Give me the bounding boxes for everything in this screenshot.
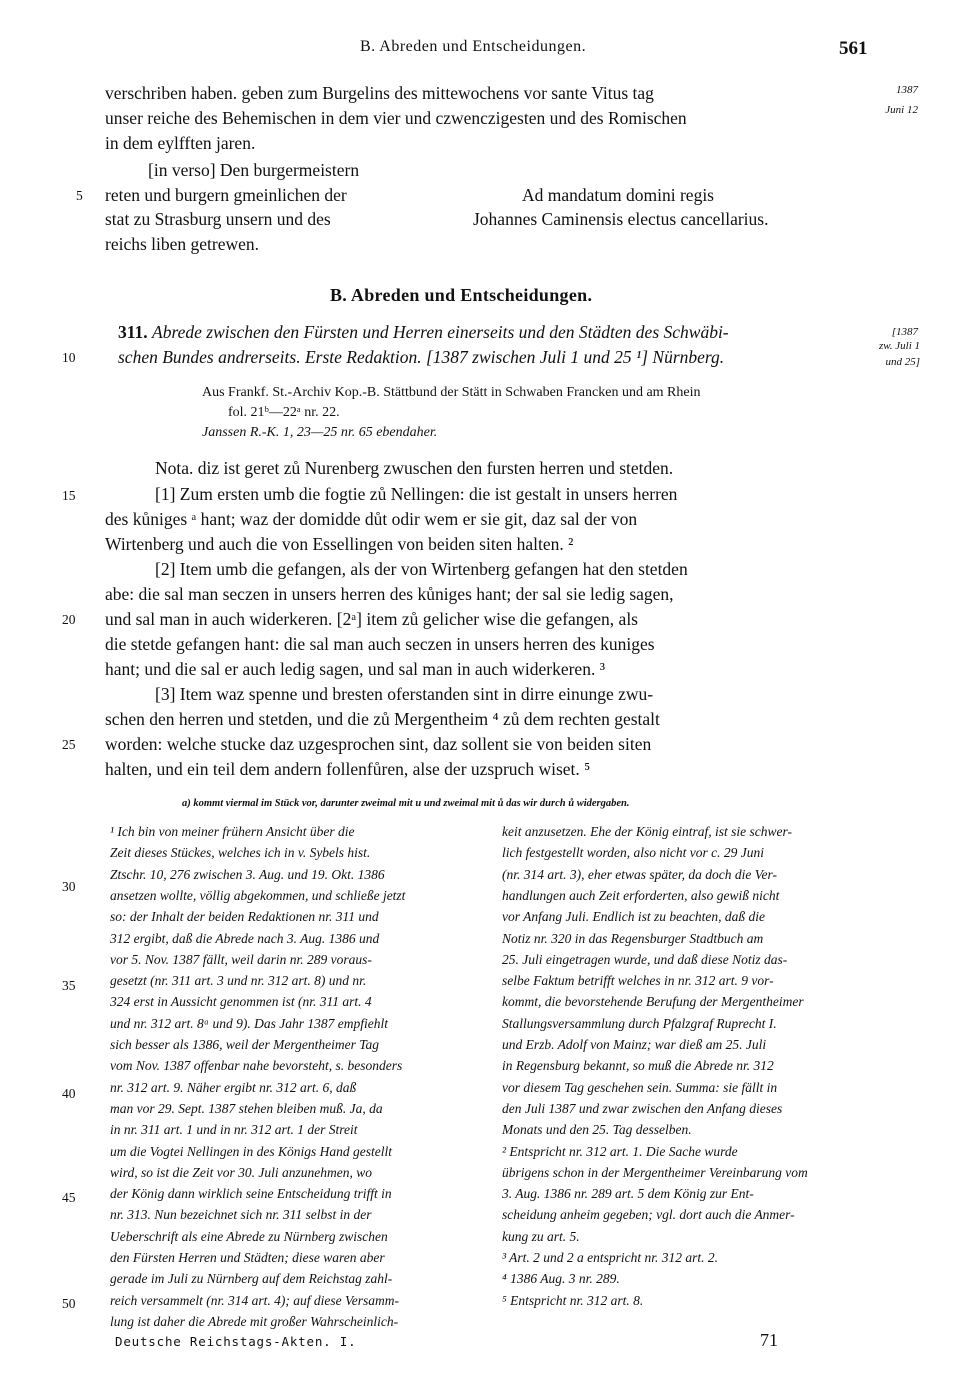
footnote-line: gerade im Juli zu Nürnberg auf dem Reichstag zahl-	[110, 1271, 393, 1287]
footnote-line: Ueberschrift als eine Abrede zu Nürnberg zwischen	[110, 1228, 388, 1244]
line-number: 50	[62, 1296, 76, 1311]
footnote-line: Stallungsversammlung durch Pfalzgraf Ruprecht I.	[502, 1015, 777, 1031]
footnote-line: übrigens schon in der Mergentheimer Vereinbarung vom	[502, 1164, 808, 1180]
prev-doc-address-line: [in verso] Den burgermeistern	[148, 160, 360, 180]
prev-doc-line: verschriben haben. geben zum Burgelins des mittewochens vor sante Vitus tag	[105, 83, 654, 103]
running-title: B. Abreden und Entscheidungen.	[360, 38, 587, 55]
prev-doc-line: unser reiche des Behemischen in dem vier und czwenczigesten und des Romischen	[105, 108, 687, 128]
line-number: 40	[62, 1086, 76, 1101]
line-number: 35	[62, 978, 76, 993]
margin-date: zw. Juli 1	[878, 340, 920, 352]
footnote-line: so: der Inhalt der beiden Redaktionen nr. 311 und	[110, 909, 379, 925]
footnote-line: den Fürsten Herren und Städten; diese waren aber	[110, 1250, 385, 1265]
footnote-line: man vor 29. Sept. 1387 stehen bleiben muß. Ja, da	[110, 1100, 383, 1116]
line-number: 15	[62, 488, 76, 503]
footnote-line: der König dann wirklich seine Entscheidung trifft in	[110, 1186, 392, 1202]
text-line: die stetde gefangen hant: die sal man auch seczen in unsers herren des kuniges	[105, 634, 655, 654]
footnote-line: ⁵ Entspricht nr. 312 art. 8.	[502, 1292, 644, 1308]
text-line: [1] Zum ersten umb die fogtie zů Nellingen: die ist gestalt in unsers herren	[155, 484, 678, 504]
line-number: 20	[62, 612, 76, 627]
text-line: halten, und ein teil dem andern follenfůren, alse der uzspruch wiset. ⁵	[105, 759, 591, 779]
textual-footnote: a) kommt viermal im Stück vor, darunter zweimal mit u und zweimal mit ů das wir durch ů widergaben.	[182, 798, 630, 809]
margin-date: und 25]	[885, 356, 920, 368]
footnote-line: (nr. 314 art. 3), eher etwas später, da doch die Ver-	[502, 866, 777, 882]
doc-title-line	[118, 322, 729, 343]
footnote-line: vor 5. Nov. 1387 fällt, weil darin nr. 289 voraus-	[110, 951, 372, 967]
signature-line: Deutsche Reichstags-Akten. I.	[115, 1334, 357, 1349]
text-line: schen den herren und stetden, und die zů Mergentheim ⁴ zů dem rechten gestalt	[105, 709, 660, 729]
footnote-line: selbe Faktum betrifft welches in nr. 312 art. 9 vor-	[502, 973, 774, 989]
footnote-line: wird, so ist die Zeit vor 30. Juli anzunehmen, wo	[110, 1164, 372, 1180]
footnote-line: scheidung anheim gegeben; vgl. dort auch die Anmer-	[502, 1207, 795, 1223]
footnote-line: handlungen auch Zeit erforderten, also gewiß nicht	[502, 887, 780, 903]
prev-doc-address-line: reten und burgern gmeinlichen der	[105, 185, 347, 205]
footnote-line: in Regensburg bekannt, so muß die Abrede nr. 312	[502, 1058, 774, 1074]
footnote-line: nr. 312 art. 9. Näher ergibt nr. 312 art. 6, daß	[110, 1079, 357, 1095]
footnote-line: den Juli 1387 und zwar zwischen den Anfang dieses	[502, 1100, 783, 1116]
line-number: 5	[76, 188, 83, 203]
footnote-line: 3. Aug. 1386 nr. 289 art. 5 dem König zur Ent-	[502, 1186, 754, 1202]
footnote-line: um die Vogtei Nellingen in des Königs Hand gestellt	[110, 1143, 392, 1159]
page-number: 561	[839, 38, 868, 59]
footnote-line: vor diesem Tag geschehen sein. Summa: sie fällt in	[502, 1079, 778, 1095]
footnote-line: reich versammelt (nr. 314 art. 4); auf diese Versamm-	[110, 1292, 399, 1308]
text-line: des kůniges ᵃ hant; waz der domidde důt odir wem er sie git, daz sal der von	[105, 509, 638, 529]
line-number: 30	[62, 879, 76, 894]
doc-title-line: schen Bundes andrerseits. Erste Redaktion. [1387 zwischen Juli 1 und 25 ¹] Nürnberg.	[118, 347, 725, 367]
footnote-line: 324 erst in Aussicht genommen ist (nr. 311 art. 4	[110, 994, 372, 1010]
text-line: abe: die sal man seczen in unsers herren des kůniges hant; der sal sie ledig sagen,	[105, 584, 674, 604]
text-line: Nota. diz ist geret zů Nurenberg zwuschen den fursten herren und stetden.	[155, 458, 674, 478]
footnote-line: Zeit dieses Stückes, welches ich in v. Sybels hist.	[110, 845, 371, 861]
footnote-line: ³ Art. 2 und 2 a entspricht nr. 312 art. 2.	[502, 1250, 719, 1265]
footnote-line: kommt, die bevorstehende Berufung der Mergentheimer	[502, 994, 804, 1010]
footnote-line: ansetzen wollte, völlig abgekommen, und schließe jetzt	[110, 887, 406, 903]
line-number: 10	[62, 350, 76, 365]
text-line: Wirtenberg und auch die von Essellingen von beiden siten halten. ²	[105, 534, 574, 554]
footnote-line: vor Anfang Juli. Endlich ist zu beachten, daß die	[502, 909, 765, 925]
prev-doc-address-line: stat zu Strasburg unsern und des	[105, 209, 331, 229]
footnote-line: ² Entspricht nr. 312 art. 1. Die Sache wurde	[502, 1143, 738, 1159]
source-note: fol. 21ᵇ—22ᵃ nr. 22.	[228, 405, 340, 420]
margin-date: Juni 12	[885, 104, 918, 116]
footnote-line: vom Nov. 1387 offenbar nahe bevorsteht, s. besonders	[110, 1058, 403, 1074]
doc-title-part: Abrede zwischen den Fürsten und Herren einerseits und den Städten des Schwäbi-	[152, 322, 729, 342]
footnote-line: Monats und den 25. Tag desselben.	[502, 1122, 692, 1138]
doc-number: 311.	[118, 322, 148, 342]
footnote-line: lich festgestellt worden, also nicht vor c. 29 Juni	[502, 845, 764, 861]
footnote-line: kung zu art. 5.	[502, 1228, 580, 1244]
section-heading: B. Abreden und Entscheidungen.	[330, 285, 593, 305]
text-line: [2] Item umb die gefangen, als der von Wirtenberg gefangen hat den stetden	[155, 559, 688, 579]
prev-doc-line: in dem eylfften jaren.	[105, 133, 256, 153]
footnote-line: 312 ergibt, daß die Abrede nach 3. Aug. 1386 und	[110, 930, 380, 946]
source-note: Janssen R.-K. 1, 23—25 nr. 65 ebendaher.	[202, 425, 438, 440]
footnote-line: gesetzt (nr. 311 art. 3 und nr. 312 art. 8) und nr.	[110, 973, 367, 989]
sheet-number: 71	[760, 1330, 778, 1350]
text-line: hant; und die sal er auch ledig sagen, und sal man in auch widerkeren. ³	[105, 659, 605, 679]
footnote-line: Notiz nr. 320 in das Regensburger Stadtbuch am	[502, 930, 764, 946]
line-number: 25	[62, 737, 76, 752]
line-number: 45	[62, 1190, 76, 1205]
source-note: Aus Frankf. St.-Archiv Kop.-B. Stättbund der Stätt in Schwaben Francken und am Rhein	[202, 385, 701, 400]
text-line: worden: welche stucke daz uzgesprochen sint, daz sollent sie von beiden siten	[105, 734, 652, 754]
chancery-note: Johannes Caminensis electus cancellarius.	[473, 209, 769, 229]
footnote-line: sich besser als 1386, weil der Mergentheimer Tag	[110, 1037, 379, 1052]
footnote-line: und Erzb. Adolf von Mainz; war dieß am 25. Juli	[502, 1037, 767, 1052]
footnote-line: lung ist daher die Abrede mit großer Wahrscheinlich-	[110, 1313, 399, 1329]
margin-date: 1387	[896, 84, 918, 96]
footnote-line: und nr. 312 art. 8ᵃ und 9). Das Jahr 1387 empfiehlt	[110, 1015, 388, 1031]
prev-doc-address-line: reichs liben getrewen.	[105, 234, 260, 254]
footnote-line: keit anzusetzen. Ehe der König eintraf, ist sie schwer-	[502, 824, 792, 839]
text-line: [3] Item waz spenne und bresten oferstanden sint in dirre einunge zwu-	[155, 684, 654, 704]
text-line: und sal man in auch widerkeren. [2ᵃ] item zů gelicher wise die gefangen, als	[105, 609, 638, 629]
margin-date: [1387	[891, 326, 918, 338]
footnote-line: Ztschr. 10, 276 zwischen 3. Aug. und 19. Okt. 1386	[110, 866, 385, 882]
footnote-line: nr. 313. Nun bezeichnet sich nr. 311 selbst in der	[110, 1207, 372, 1223]
footnote-line: in nr. 311 art. 1 und in nr. 312 art. 1 der Streit	[110, 1122, 358, 1138]
chancery-note: Ad mandatum domini regis	[522, 185, 714, 205]
footnote-line: 25. Juli eingetragen wurde, und daß diese Notiz das-	[502, 951, 788, 967]
footnote-line: ¹ Ich bin von meiner frühern Ansicht über die	[110, 824, 355, 839]
footnote-line: ⁴ 1386 Aug. 3 nr. 289.	[502, 1271, 620, 1287]
